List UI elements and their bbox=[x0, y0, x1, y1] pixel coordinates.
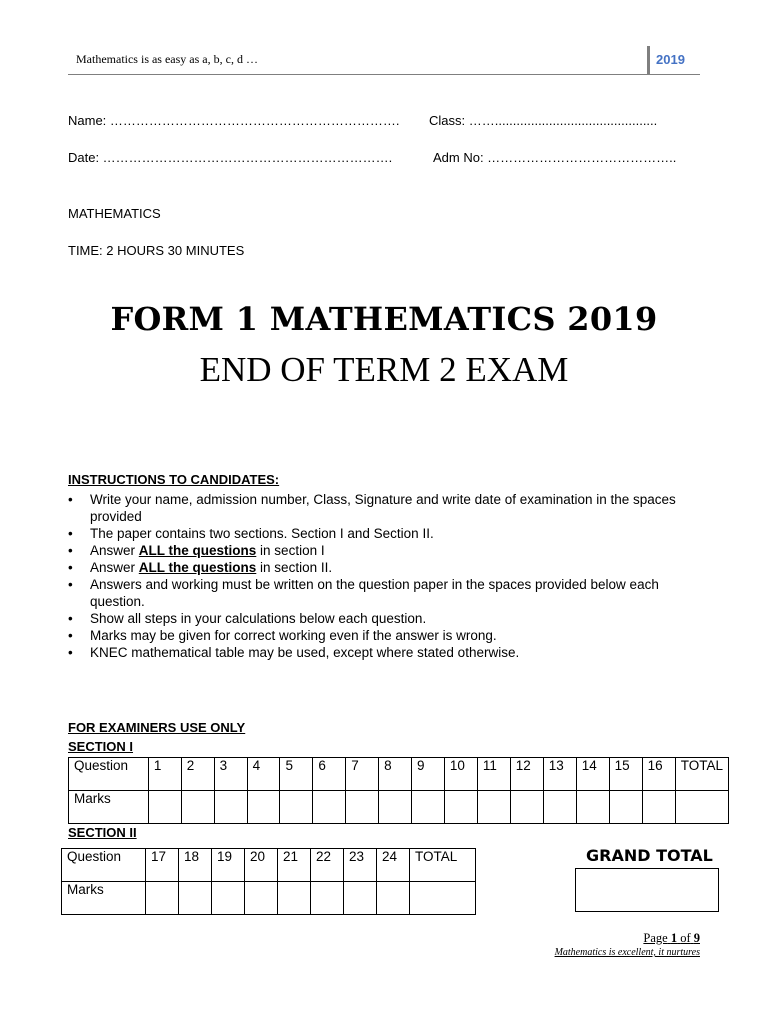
page-number bbox=[560, 931, 700, 946]
total-marks-cell[interactable] bbox=[675, 791, 728, 824]
total-header-cell: TOTAL bbox=[675, 758, 728, 791]
question-number-cell: 4 bbox=[247, 758, 280, 791]
marks-row bbox=[69, 791, 729, 824]
marks-entry-cell[interactable] bbox=[278, 882, 311, 915]
instruction-item: • Show all steps in your calculations below each question. bbox=[68, 610, 708, 627]
marks-entry-cell[interactable] bbox=[313, 791, 346, 824]
question-number-cell: 21 bbox=[278, 849, 311, 882]
section2-heading: SECTION II bbox=[68, 825, 137, 840]
header-rule bbox=[68, 74, 700, 75]
marks-row bbox=[62, 882, 476, 915]
question-number-cell: 9 bbox=[412, 758, 445, 791]
marks-entry-cell[interactable] bbox=[346, 791, 379, 824]
class-field[interactable]: Class: ……............................................. bbox=[429, 113, 658, 128]
page-total: 9 bbox=[693, 931, 700, 945]
marks-entry-cell[interactable] bbox=[311, 882, 344, 915]
date-field[interactable]: Date: …………………………………………………………. bbox=[68, 150, 393, 165]
marks-entry-cell[interactable] bbox=[148, 791, 181, 824]
question-number-cell: 3 bbox=[214, 758, 247, 791]
question-number-cell: 11 bbox=[477, 758, 510, 791]
marks-entry-cell[interactable] bbox=[179, 882, 212, 915]
footer-motto: Mathematics is excellent, it nurtures bbox=[554, 947, 700, 958]
question-number-cell: 18 bbox=[179, 849, 212, 882]
page-current: 1 bbox=[670, 931, 678, 945]
instruction-item: • Marks may be given for correct working even if the answer is wrong. bbox=[68, 627, 708, 644]
marks-entry-cell[interactable] bbox=[377, 882, 410, 915]
page-word: Page bbox=[643, 931, 668, 945]
marks-entry-cell[interactable] bbox=[576, 791, 609, 824]
time-label: TIME: 2 HOURS 30 MINUTES bbox=[68, 243, 245, 258]
marks-entry-cell[interactable] bbox=[444, 791, 477, 824]
question-row-label: Question bbox=[62, 849, 146, 882]
marks-entry-cell[interactable] bbox=[609, 791, 642, 824]
marks-entry-cell[interactable] bbox=[146, 882, 179, 915]
section2-marks-table bbox=[61, 848, 476, 915]
grand-total-label: GRAND TOTAL bbox=[586, 846, 713, 865]
instruction-item: • KNEC mathematical table may be used, except where stated otherwise. bbox=[68, 644, 708, 661]
question-row bbox=[69, 758, 729, 791]
instruction-item: • The paper contains two sections. Section I and Section II. bbox=[68, 525, 708, 542]
question-number-cell: 13 bbox=[543, 758, 576, 791]
marks-entry-cell[interactable] bbox=[344, 882, 377, 915]
question-number-cell: 17 bbox=[146, 849, 179, 882]
header-divider bbox=[647, 46, 650, 75]
instruction-text: Answer bbox=[90, 543, 139, 558]
question-row-label: Question bbox=[69, 758, 149, 791]
question-number-cell: 23 bbox=[344, 849, 377, 882]
adm-no-field[interactable]: Adm No: …………………………………….. bbox=[433, 150, 677, 165]
total-marks-cell[interactable] bbox=[410, 882, 476, 915]
instructions-heading: INSTRUCTIONS TO CANDIDATES: bbox=[68, 472, 280, 487]
instruction-text: in section II. bbox=[256, 560, 333, 575]
question-row bbox=[62, 849, 476, 882]
question-number-cell: 6 bbox=[313, 758, 346, 791]
instruction-item: • Write your name, admission number, Class, Signature and write date of examination in the spaces provided bbox=[68, 491, 708, 525]
instruction-emphasis: ALL the questions bbox=[138, 543, 257, 558]
subject-label: MATHEMATICS bbox=[68, 206, 161, 221]
name-field[interactable]: Name: …………………………………………………………. bbox=[68, 113, 400, 128]
section1-marks-table bbox=[68, 757, 729, 824]
instruction-item bbox=[68, 559, 708, 576]
question-number-cell: 1 bbox=[148, 758, 181, 791]
instructions-list bbox=[68, 491, 708, 661]
marks-entry-cell[interactable] bbox=[642, 791, 675, 824]
question-number-cell: 10 bbox=[444, 758, 477, 791]
question-number-cell: 14 bbox=[576, 758, 609, 791]
instruction-text: in section I bbox=[256, 543, 325, 558]
examiners-heading: FOR EXAMINERS USE ONLY bbox=[68, 720, 246, 735]
question-number-cell: 12 bbox=[510, 758, 543, 791]
question-number-cell: 2 bbox=[181, 758, 214, 791]
marks-entry-cell[interactable] bbox=[212, 882, 245, 915]
question-number-cell: 24 bbox=[377, 849, 410, 882]
question-number-cell: 8 bbox=[379, 758, 412, 791]
instruction-item bbox=[68, 542, 708, 559]
instruction-emphasis: ALL the questions bbox=[138, 560, 257, 575]
grand-total-box[interactable] bbox=[575, 868, 719, 912]
marks-entry-cell[interactable] bbox=[510, 791, 543, 824]
section1-heading: SECTION I bbox=[68, 739, 134, 754]
exam-subtitle: END OF TERM 2 EXAM bbox=[199, 350, 569, 389]
page-of: of bbox=[680, 931, 691, 945]
marks-row-label: Marks bbox=[69, 791, 149, 824]
question-number-cell: 15 bbox=[609, 758, 642, 791]
marks-entry-cell[interactable] bbox=[181, 791, 214, 824]
question-number-cell: 5 bbox=[280, 758, 313, 791]
marks-entry-cell[interactable] bbox=[280, 791, 313, 824]
header-year: 2019 bbox=[656, 52, 685, 67]
marks-entry-cell[interactable] bbox=[214, 791, 247, 824]
question-number-cell: 20 bbox=[245, 849, 278, 882]
marks-entry-cell[interactable] bbox=[245, 882, 278, 915]
question-number-cell: 19 bbox=[212, 849, 245, 882]
marks-entry-cell[interactable] bbox=[412, 791, 445, 824]
question-number-cell: 7 bbox=[346, 758, 379, 791]
header-motto: Mathematics is as easy as a, b, c, d … bbox=[76, 52, 258, 66]
total-header-cell: TOTAL bbox=[410, 849, 476, 882]
marks-row-label: Marks bbox=[62, 882, 146, 915]
marks-entry-cell[interactable] bbox=[477, 791, 510, 824]
question-number-cell: 22 bbox=[311, 849, 344, 882]
instruction-text: Answer bbox=[90, 560, 139, 575]
marks-entry-cell[interactable] bbox=[379, 791, 412, 824]
question-number-cell: 16 bbox=[642, 758, 675, 791]
marks-entry-cell[interactable] bbox=[247, 791, 280, 824]
exam-title: FORM 1 MATHEMATICS 2019 bbox=[110, 300, 658, 338]
instruction-item: • Answers and working must be written on the question paper in the spaces provided below each question. bbox=[68, 576, 708, 610]
marks-entry-cell[interactable] bbox=[543, 791, 576, 824]
